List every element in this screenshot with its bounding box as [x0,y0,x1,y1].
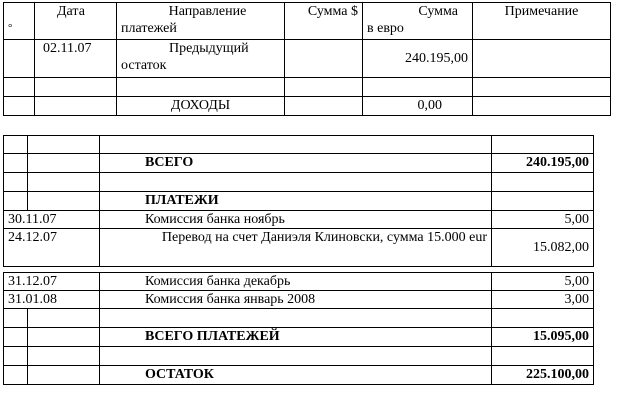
payments-total-label: ВСЕГО ПЛАТЕЖЕЙ [100,328,492,347]
payment-date: 31.12.07 [4,273,100,291]
statement-payments-table [3,135,594,385]
opening-date: 02.11.07 [35,40,117,78]
header-direction: Направление платежей [117,3,285,40]
income-label: ДОХОДЫ [117,97,285,116]
payment-amount: 5,00 [492,273,594,291]
empty-row [4,173,594,192]
payment-amount: 15.082,00 [492,229,594,267]
header-date: Дата [35,3,117,40]
total-label: ВСЕГО [100,154,492,173]
payments-total-row [4,328,594,347]
payment-desc: Комиссия банка январь 2008 [100,291,492,309]
payment-desc: Перевод на счет Даниэля Клиновски, сумма 15.000 eur [100,229,492,267]
header-marker: ° [4,3,35,40]
statement-header-table [3,2,611,116]
payment-date: 31.01.08 [4,291,100,309]
opening-amount: 240.195,00 [363,40,473,78]
payment-amount: 5,00 [492,211,594,229]
balance-label: ОСТАТОК [100,366,492,385]
payments-total-amount: 15.095,00 [492,328,594,347]
header-sum-eur: Сумма в евро [363,3,473,40]
opening-row [4,40,611,78]
header-note: Примечание [473,3,611,40]
payment-row [4,273,594,291]
income-row [4,97,611,116]
payment-row [4,229,594,267]
payment-row [4,291,594,309]
payment-amount: 3,00 [492,291,594,309]
total-row [4,154,594,173]
empty-row [4,136,594,154]
balance-row [4,366,594,385]
empty-row [4,309,594,328]
payment-date: 30.11.07 [4,211,100,229]
payment-desc: Комиссия банка ноябрь [100,211,492,229]
header-row [4,3,611,40]
header-sum-usd: Сумма $ [285,3,363,40]
payments-header-row [4,192,594,211]
total-amount: 240.195,00 [492,154,594,173]
empty-row [4,78,611,97]
payment-date: 24.12.07 [4,229,100,267]
payment-desc: Комиссия банка декабрь [100,273,492,291]
opening-label: Предыдущий остаток [117,40,285,78]
empty-row [4,347,594,366]
income-amount: 0,00 [363,97,473,116]
payments-header: ПЛАТЕЖИ [100,192,492,211]
balance-amount: 225.100,00 [492,366,594,385]
payment-row [4,211,594,229]
